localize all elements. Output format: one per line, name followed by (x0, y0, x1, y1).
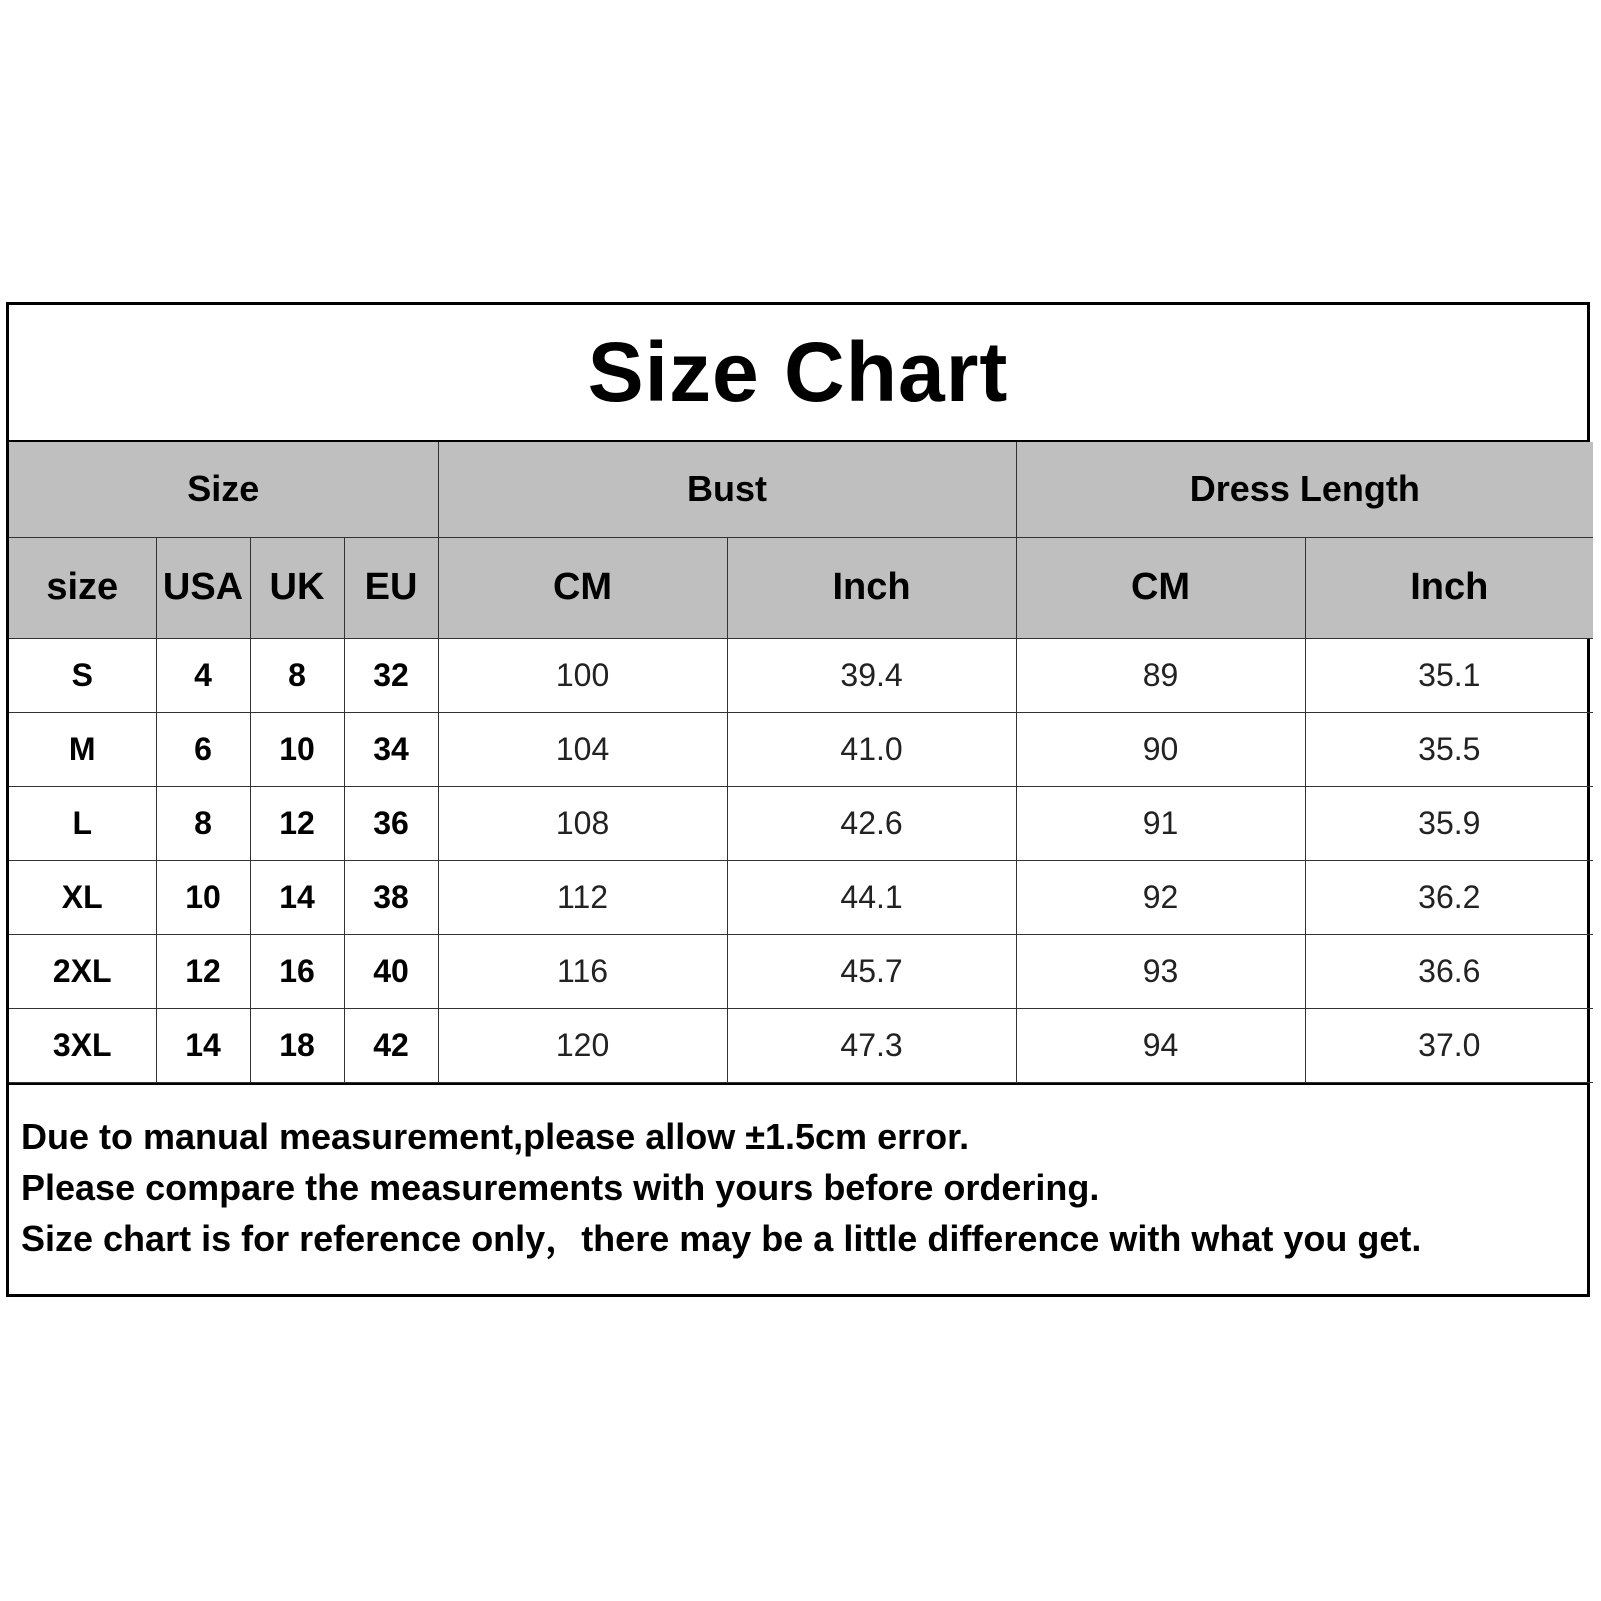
table-cell: 14 (250, 860, 344, 934)
table-cell: 8 (250, 638, 344, 712)
column-header: CM (1016, 537, 1305, 638)
table-cell: 92 (1016, 860, 1305, 934)
table-cell: 36.6 (1305, 934, 1593, 1008)
table-cell: 116 (438, 934, 727, 1008)
notes (9, 1083, 1587, 1264)
table-cell: 6 (156, 712, 250, 786)
size-table (9, 442, 1593, 1083)
table-row (9, 1008, 1593, 1082)
table-cell: 100 (438, 638, 727, 712)
table-cell: 10 (156, 860, 250, 934)
title-row (9, 305, 1587, 442)
table-cell: 108 (438, 786, 727, 860)
note-line: Due to manual measurement,please allow ±1.5cm error. (21, 1115, 970, 1157)
table-cell: 12 (156, 934, 250, 1008)
table-cell: 104 (438, 712, 727, 786)
table-cell: 8 (156, 786, 250, 860)
chart-title: Size Chart (587, 325, 1009, 419)
table-cell: S (9, 638, 156, 712)
table-cell: 89 (1016, 638, 1305, 712)
table-row (9, 712, 1593, 786)
table-cell: 42 (344, 1008, 438, 1082)
table-cell: 32 (344, 638, 438, 712)
note-line: Please compare the measurements with yours before ordering. (21, 1166, 1100, 1208)
table-cell: XL (9, 860, 156, 934)
table-cell: 45.7 (727, 934, 1016, 1008)
table-body (9, 638, 1593, 1082)
table-cell: 47.3 (727, 1008, 1016, 1082)
table-cell: 42.6 (727, 786, 1016, 860)
table-row (9, 860, 1593, 934)
group-header-size: Size (9, 442, 438, 537)
table-cell: 2XL (9, 934, 156, 1008)
column-header: Inch (1305, 537, 1593, 638)
table-cell: 3XL (9, 1008, 156, 1082)
table-cell: 94 (1016, 1008, 1305, 1082)
table-cell: 4 (156, 638, 250, 712)
table-cell: M (9, 712, 156, 786)
column-header: UK (250, 537, 344, 638)
table-cell: 41.0 (727, 712, 1016, 786)
table-cell: 37.0 (1305, 1008, 1593, 1082)
table-cell: 14 (156, 1008, 250, 1082)
table-cell: 91 (1016, 786, 1305, 860)
table-row (9, 638, 1593, 712)
column-header: EU (344, 537, 438, 638)
table-cell: 35.1 (1305, 638, 1593, 712)
table-cell: 34 (344, 712, 438, 786)
table-cell: 39.4 (727, 638, 1016, 712)
column-header-row (9, 537, 1593, 638)
column-header: size (9, 537, 156, 638)
table-row (9, 786, 1593, 860)
table-cell: 40 (344, 934, 438, 1008)
table-cell: 12 (250, 786, 344, 860)
table-cell: 10 (250, 712, 344, 786)
table-cell: 120 (438, 1008, 727, 1082)
table-row (9, 934, 1593, 1008)
table-cell: 35.9 (1305, 786, 1593, 860)
column-header: Inch (727, 537, 1016, 638)
column-header: CM (438, 537, 727, 638)
table-cell: 38 (344, 860, 438, 934)
table-cell: 35.5 (1305, 712, 1593, 786)
group-header-bust: Bust (438, 442, 1016, 537)
table-cell: 112 (438, 860, 727, 934)
column-header: USA (156, 537, 250, 638)
table-cell: 44.1 (727, 860, 1016, 934)
table-cell: 93 (1016, 934, 1305, 1008)
group-header-row (9, 442, 1593, 537)
table-cell: 18 (250, 1008, 344, 1082)
note-line: Size chart is for reference only，there may be a little difference with what you get. (21, 1217, 1422, 1259)
table-cell: 36 (344, 786, 438, 860)
table-cell: 36.2 (1305, 860, 1593, 934)
table-cell: 90 (1016, 712, 1305, 786)
group-header-dress-length: Dress Length (1016, 442, 1593, 537)
size-chart (6, 302, 1590, 1297)
table-cell: L (9, 786, 156, 860)
table-cell: 16 (250, 934, 344, 1008)
